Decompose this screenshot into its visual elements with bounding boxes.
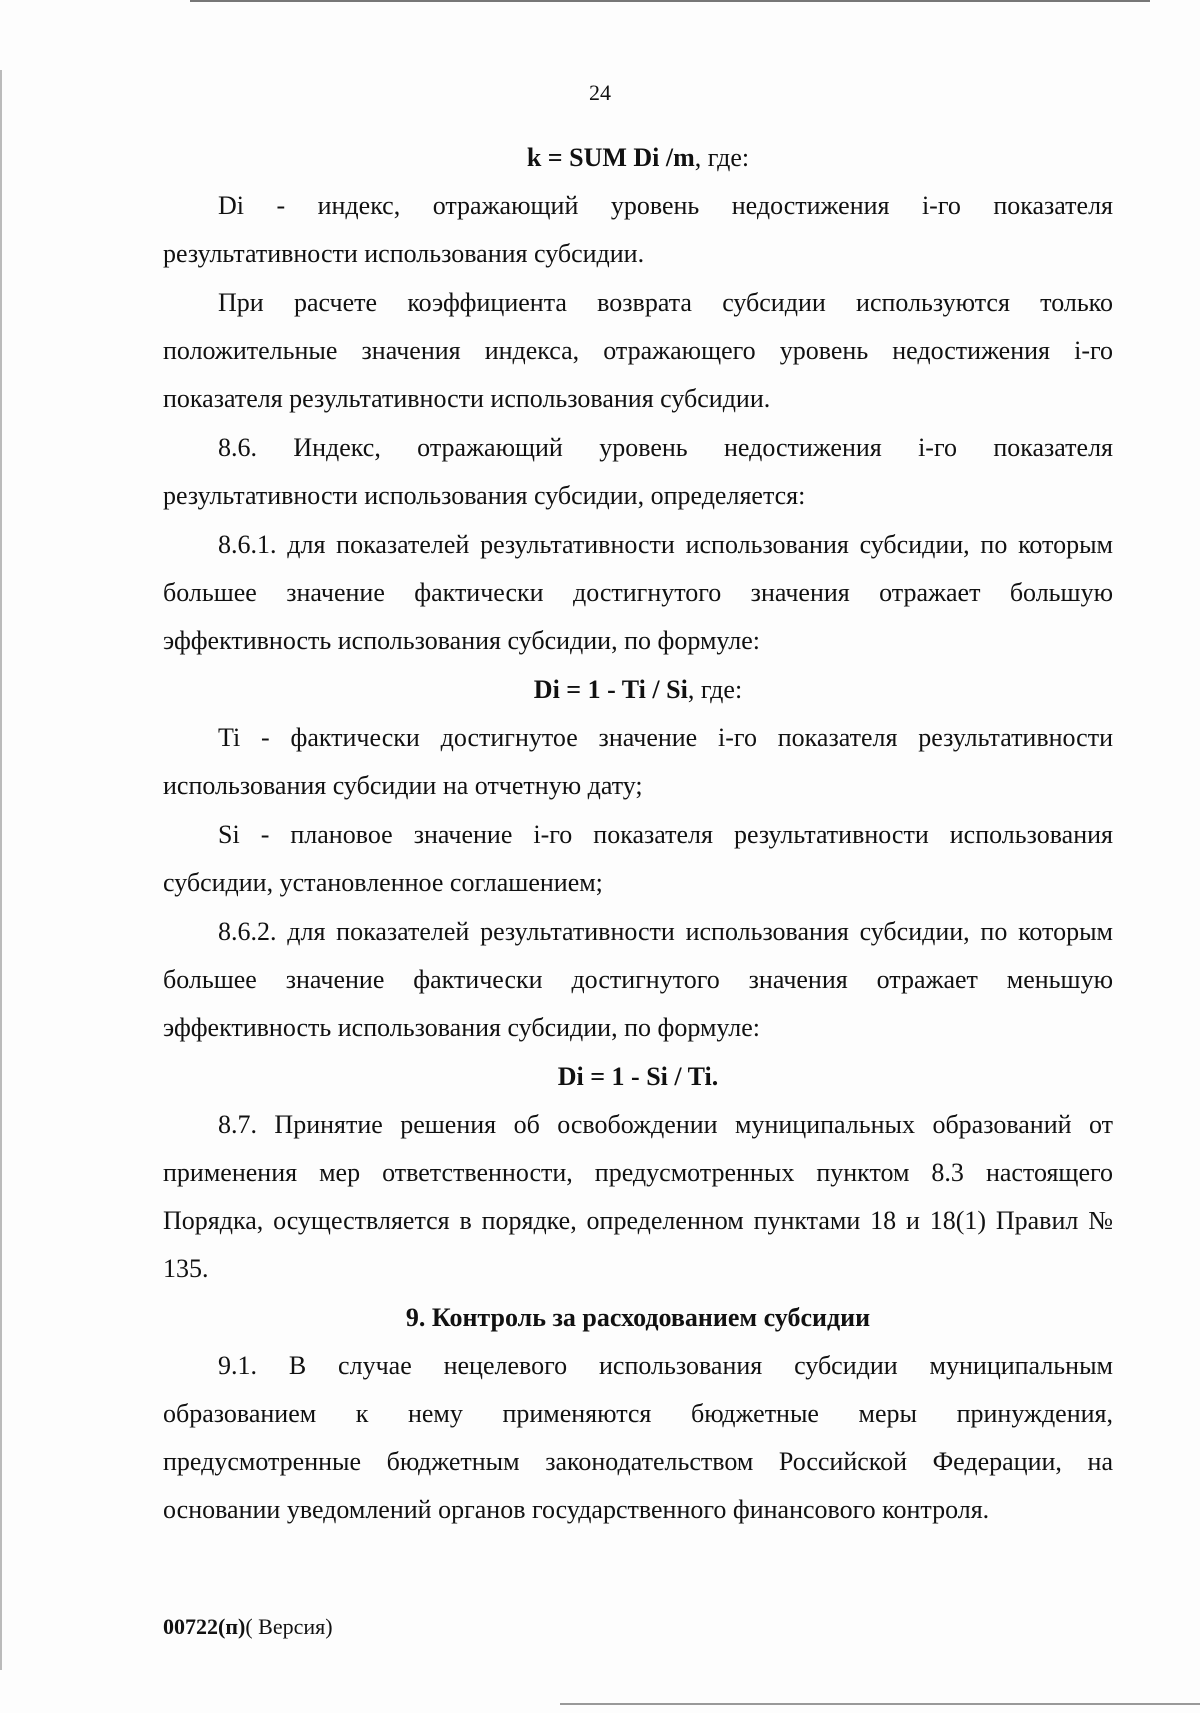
- paragraph-ti-definition: Ti - фактически достигнутое значение i-го показателя результативности использования субсидии на отчетную дату;: [163, 723, 1113, 800]
- scan-border-top: [190, 0, 1150, 2]
- paragraph-8-6-2: 8.6.2. для показателей результативности использования субсидии, по которым большее значение фактически достигнутого значения отражает меньшую эффективность использования субсидии, по формуле:: [163, 917, 1113, 1042]
- footer-version: ( Версия): [245, 1614, 333, 1639]
- formula-k-suffix: , где:: [694, 143, 750, 172]
- scan-border-left: [0, 70, 2, 1670]
- page-number: 24: [589, 80, 611, 105]
- paragraph-8-6-1: 8.6.1. для показателей результативности использования субсидии, по которым большее значение фактически достигнутого значения отражает большую эффективность использования субсидии, по формуле:: [163, 530, 1113, 655]
- paragraph-si-definition: Si - плановое значение i-го показателя результативности использования субсидии, установленное соглашением;: [163, 820, 1113, 897]
- scan-border-bottom: [560, 1703, 1200, 1705]
- paragraph-di-definition: Di - индекс, отражающий уровень недостижения i-го показателя результативности использования субсидии.: [163, 191, 1113, 268]
- formula-k: [163, 134, 1113, 182]
- paragraph-8-7: 8.7. Принятие решения об освобождении муниципальных образований от применения мер ответственности, предусмотренных пунктом 8.3 настоящего Порядка, осуществляется в порядке, определенном пунктами 18 и 18(1) Правил № 135.: [163, 1110, 1113, 1283]
- paragraph-8-6: 8.6. Индекс, отражающий уровень недостижения i-го показателя результативности использования субсидии, определяется:: [163, 433, 1113, 510]
- section-9-heading: 9. Контроль за расходованием субсидии: [405, 1303, 871, 1332]
- formula-di-1-suffix: , где:: [687, 675, 743, 704]
- document-footer: [163, 1614, 333, 1640]
- formula-di-2: [163, 1053, 1113, 1101]
- formula-di-1-expr: Di = 1 - Ti / Si: [533, 675, 688, 704]
- formula-k-expr: k = SUM Di /m: [526, 143, 695, 172]
- paragraph-9-1: 9.1. В случае нецелевого использования субсидии муниципальным образованием к нему применяются бюджетные меры принуждения, предусмотренные бюджетным законодательством Российской Федерации, на основании уведомлений органов государственного финансового контроля.: [163, 1351, 1113, 1524]
- footer-code: 00722(п): [163, 1614, 246, 1639]
- paragraph-calculation-note: При расчете коэффициента возврата субсидии используются только положительные значения индекса, отражающего уровень недостижения i-го показателя результативности использования субсидии.: [163, 288, 1113, 413]
- formula-di-2-expr: Di = 1 - Si / Ti.: [557, 1062, 719, 1091]
- formula-di-1: [163, 666, 1113, 714]
- document-body: [163, 134, 1113, 1535]
